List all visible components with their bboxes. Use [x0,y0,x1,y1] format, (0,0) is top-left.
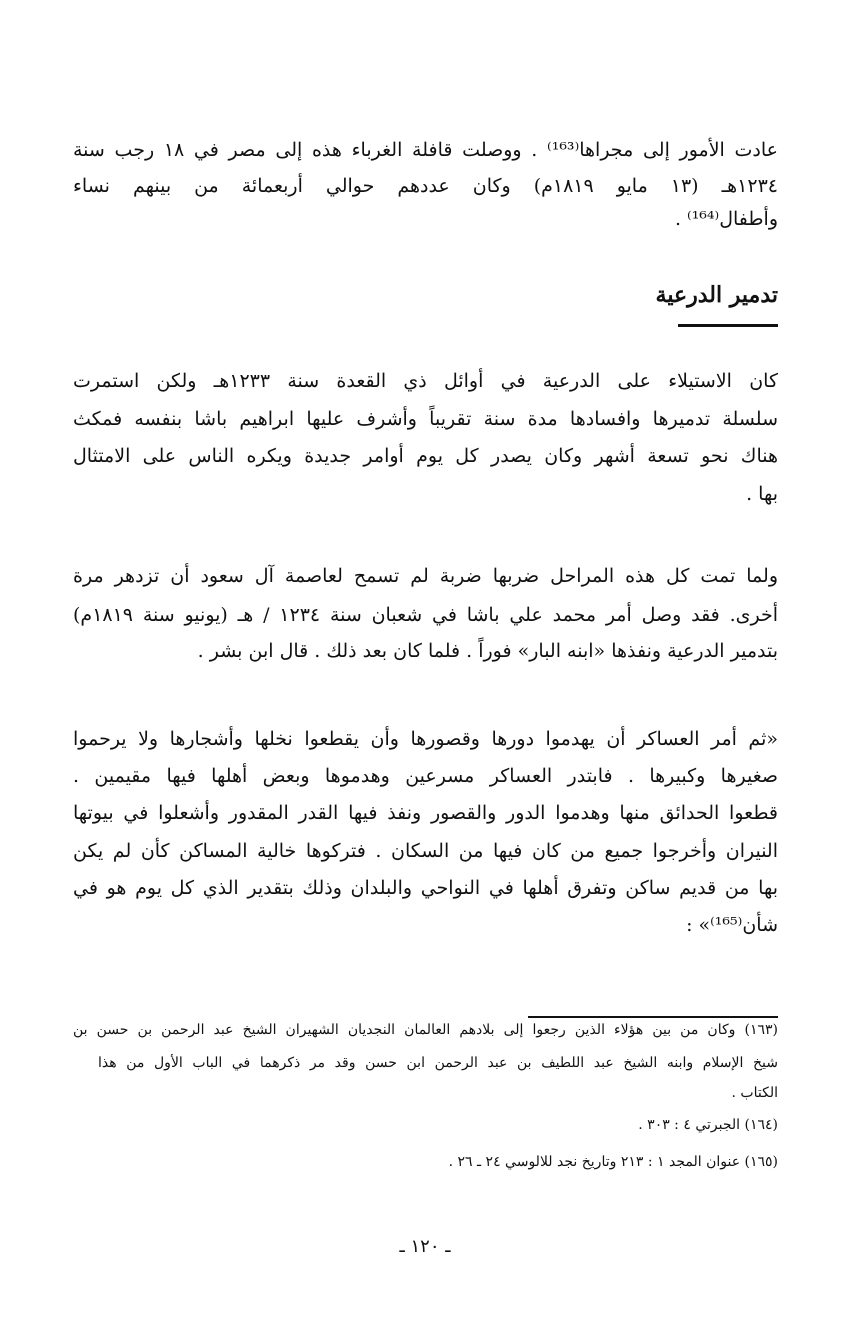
text-line: أخرى. فقد وصل أمر محمد علي باشا في شعبان سنة ١٢٣٤ / هـ (يونيو سنة ١٨١٩م) [73,604,778,626]
text-line: عادت الأمور إلى مجراها⁽¹⁶³⁾ . ووصلت قافلة الغرباء هذه إلى مصر في ١٨ رجب سنة [73,139,778,161]
footnote-163-cont: شيخ الإسلام وابنه الشيخ عبد اللطيف بن عبد الرحمن ابن حسن وقد مر ذكرهما في الباب الأول من هذا [98,1055,778,1071]
text-line: ١٢٣٤هـ (١٣ مايو ١٨١٩م) وكان عددهم حوالي أربعمائة من بينهم نساء [73,175,778,197]
footnote-163-cont: الكتاب . [731,1085,778,1101]
heading-underline [678,324,778,327]
text-line: شأن⁽¹⁶⁵⁾» : [686,914,778,936]
text-line: سلسلة تدميرها وافسادها مدة سنة تقريباً وأشرف عليها ابراهيم باشا بنفسه فمكث [73,408,778,430]
text-line: قطعوا الحدائق منها وهدموا الدور والقصور ونفذ فيها القدر المقدور وأشعلوا في بيوتها [73,802,778,824]
text-line: هناك نحو تسعة أشهر وكان يصدر كل يوم أوامر جديدة ويكره الناس على الامتثال [73,445,778,467]
text-line: بتدمير الدرعية ونفذها «ابنه البار» فوراً . فلما كان بعد ذلك . قال ابن بشر . [197,640,778,662]
text-line: وأطفال⁽¹⁶⁴⁾ . [674,208,778,230]
text-line: بها . [746,483,778,505]
text-line: النيران وأخرجوا جميع من كان فيها من السكان . فتركوها خالية المساكن كأن لم يكن [73,840,778,862]
section-heading: تدمير الدرعية [655,282,778,308]
footnote-165: (١٦٥) عنوان المجد ١ : ٢١٣ وتاريخ نجد للالوسي ٢٤ ـ ٢٦ . [448,1154,778,1170]
footnote-164: (١٦٤) الجبرتي ٤ : ٣٠٣ . [638,1117,778,1133]
page-number: ـ ١٢٠ ـ [399,1236,451,1257]
text-line: بها من قديم ساكن وتفرق أهلها في النواحي والبلدان وذلك بتقدير الذي كل يوم هو في [73,877,778,899]
text-line: «ثم أمر العساكر أن يهدموا دورها وقصورها وأن يقطعوا نخلها وأشجارها ولا يرحموا [73,728,778,750]
text-line: صغيرها وكبيرها . فابتدر العساكر مسرعين وهدموها وبعض أهلها فيها مقيمين . [73,765,778,787]
text-line: كان الاستيلاء على الدرعية في أوائل ذي القعدة سنة ١٢٣٣هـ ولكن استمرت [73,370,778,392]
footnote-163: (١٦٣) وكان من بين هؤلاء الذين رجعوا إلى بلادهم العالمان النجديان الشهيران الشيخ عبد الرحمن بن حسن بن [73,1022,778,1038]
text-line: ولما تمت كل هذه المراحل ضربها ضربة لم تسمح لعاصمة آل سعود أن تزدهر مرة [73,565,778,587]
